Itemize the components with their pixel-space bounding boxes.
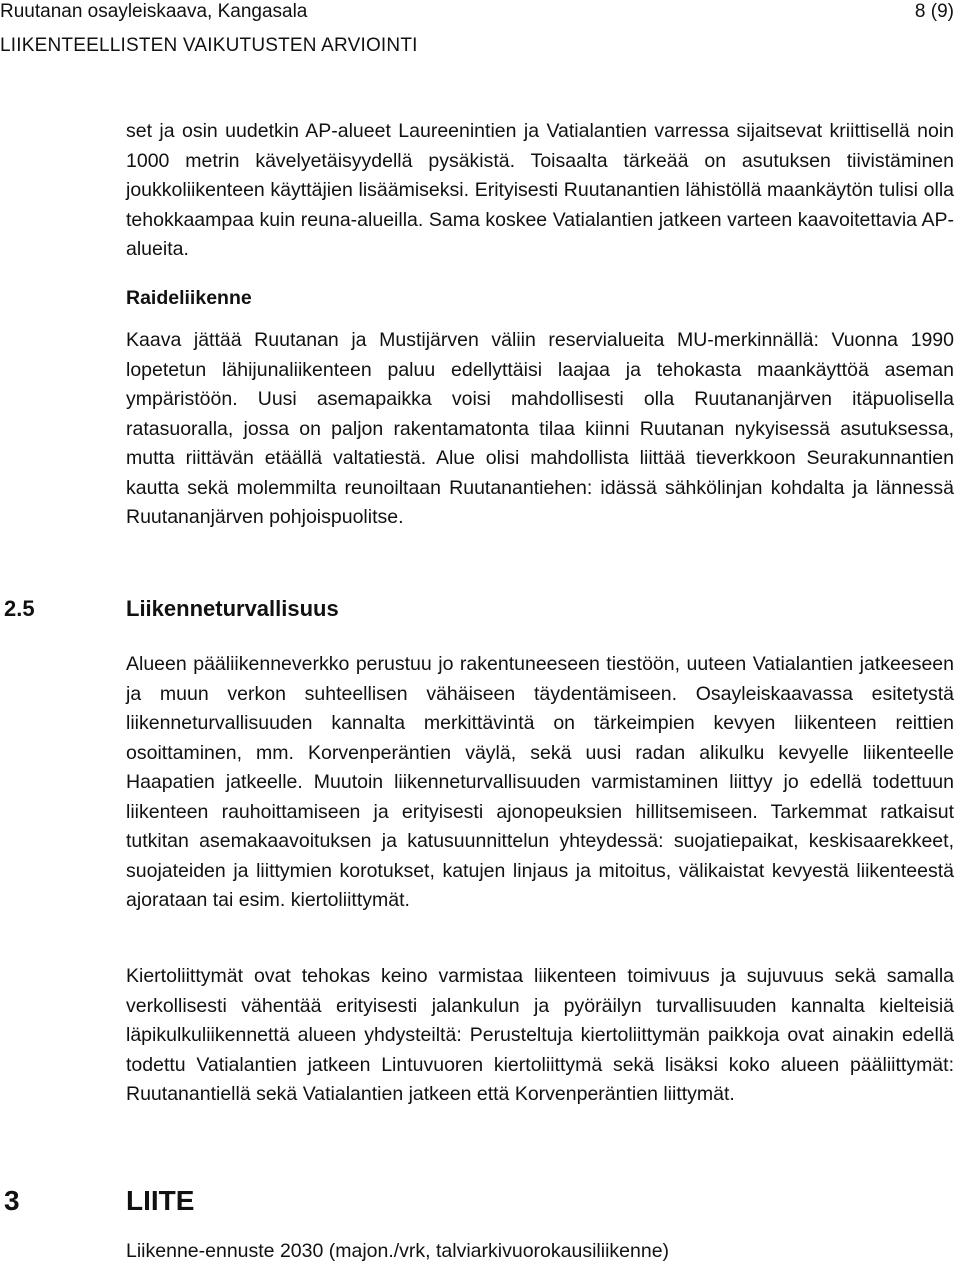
intro-paragraph: set ja osin uudetkin AP-alueet Laureenintien ja Vatialantien varressa sijaitsevat kriittisellä noin 1000 metrin kävelyetäisyydellä pysäkistä. Toisaalta tärkeää on asutuksen tiivistäminen joukkoliikenteen käyttäjien lisäämiseksi. Erityisesti Ruutanantien lähistöllä maankäytön tulisi olla tehokkaampaa kuin reuna-alueilla. Sama koskee Vatialantien jatkeen varteen kaavoitettavia AP-alueita. bbox=[126, 120, 954, 260]
section-heading-3 bbox=[4, 1184, 194, 1218]
section-title: LIITE bbox=[126, 1185, 195, 1216]
document-title: Ruutanan osayleiskaava, Kangasala bbox=[0, 1, 308, 22]
page-number: 8 (9) bbox=[914, 1, 954, 22]
traffic-safety-paragraph-1: Alueen pääliikenneverkko perustuu jo rakentuneeseen tiestöön, uuteen Vatialantien jatkeeseen ja muun verkon suhteellisen vähäiseen täydentämiseen. Osayleiskaavassa esitetystä liikenneturvallisuuden kannalta merkittävintä on tärkeimpien kevyen liikenteen reittien osoittaminen, mm. Korvenperäntien väylä, sekä uusi radan alikulku kevyelle liikenteelle Haapatien jatkeelle. Muutoin liikenneturvallisuuden varmistaminen liittyy jo edellä todettuun liikenteen rauhoittamiseen ja erityisesti ajonopeuksien hillitsemiseen. Tarkemmat ratkaisut tutkitan asemakaavoituksen ja katusuunnittelun yhteydessä: suojatiepaikat, keskisaarekkeet, suojateiden ja liittymien korotukset, katujen linjaus ja mitoitus, välikaistat kevyestä liikenteestä ajorataan tai esim. kiertoliittymät. bbox=[126, 653, 954, 911]
page-header bbox=[0, 0, 960, 66]
subheading-raideliikenne: Raideliikenne bbox=[126, 287, 252, 309]
section-number: 3 bbox=[4, 1185, 20, 1216]
document-subtitle: LIIKENTEELLISTEN VAIKUTUSTEN ARVIOINTI bbox=[0, 35, 418, 56]
section-heading-2-5 bbox=[4, 594, 339, 624]
traffic-safety-paragraph-2: Kiertoliittymät ovat tehokas keino varmistaa liikenteen toimivuus ja sujuvuus sekä samalla verkollisesti vähentää erityisesti jalankulun ja pyöräilyn turvallisuuden kannalta kielteisiä läpikulkuliikennettä alueen yhdysteiltä: Perusteltuja kiertoliittymän paikkoja ovat ainakin edellä todettu Vatialantien jatkeen Lintuvuoren kiertoliittymä sekä lisäksi koko alueen pääliittymät: Ruutanantiellä sekä Vatialantien jatkeen että Korvenperäntien liittymät. bbox=[126, 965, 954, 1105]
rail-paragraph: Kaava jättää Ruutanan ja Mustijärven väliin reservialueita MU-merkinnällä: Vuonna 1990 lopetetun lähijunaliikenteen paluu edellyttäisi laajaa ja tehokasta maankäyttöä aseman ympäristöön. Uusi asemapaikka voisi mahdollisesti olla Ruutananjärven itäpuolisella ratasuoralla, jossa on paljon rakentamatonta tilaa kiinni Ruutanan nykyisessä asutuksessa, mutta riittävän etäällä valtatiestä. Alue olisi mahdollista liittää tieverkkoon Seurakunnantien kautta sekä molemmilta reunoiltaan Ruutanantiehen: idässä sähkölinjan kohdalta ja lännessä Ruutananjärven pohjoispuolitse. bbox=[126, 329, 954, 528]
appendix-item: Liikenne-ennuste 2030 (majon./vrk, talviarkivuorokausiliikenne) bbox=[126, 1240, 670, 1262]
section-title: Liikenneturvallisuus bbox=[126, 596, 339, 621]
section-number: 2.5 bbox=[4, 596, 35, 621]
